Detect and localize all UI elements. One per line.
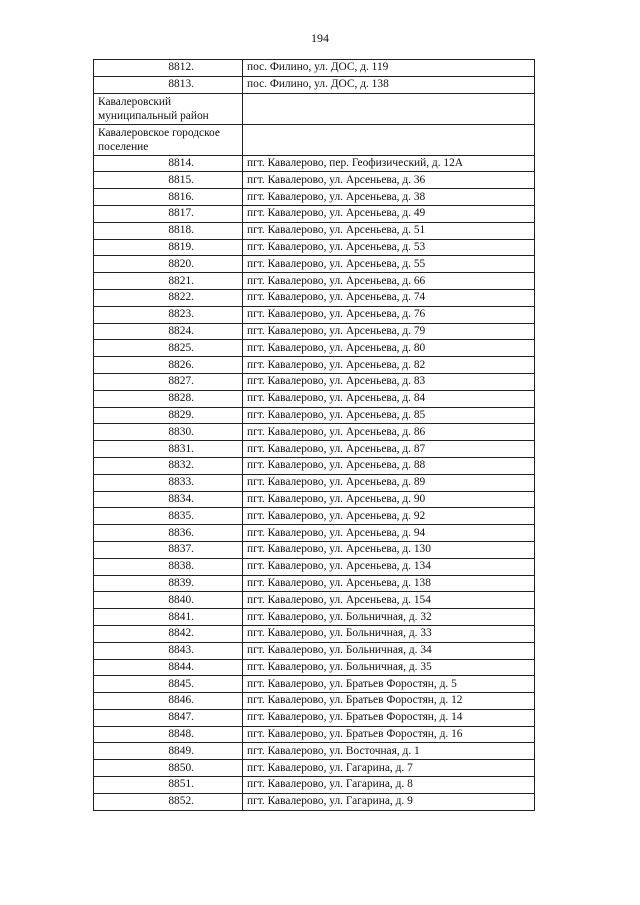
row-number: 8841. [94, 609, 243, 626]
row-number: 8827. [94, 373, 243, 390]
row-address: пгт. Кавалерово, пер. Геофизический, д. 12А [243, 155, 535, 172]
section-heading: Кавалеровский муниципальный район [94, 93, 243, 124]
table-row [94, 205, 535, 222]
row-address: пгт. Кавалерово, ул. Арсеньева, д. 53 [243, 239, 535, 256]
table-row [94, 693, 535, 710]
table-row [94, 289, 535, 306]
row-number: 8831. [94, 441, 243, 458]
row-number: 8842. [94, 625, 243, 642]
section-row-settlement [94, 124, 535, 155]
row-address: пгт. Кавалерово, ул. Арсеньева, д. 79 [243, 323, 535, 340]
row-address: пгт. Кавалерово, ул. Братьев Форостян, д. 12 [243, 693, 535, 710]
section-row-district [94, 93, 535, 124]
row-address: пгт. Кавалерово, ул. Арсеньева, д. 74 [243, 289, 535, 306]
section-empty-cell [243, 124, 535, 155]
table-row [94, 60, 535, 77]
row-address: пгт. Кавалерово, ул. Братьев Форостян, д. 14 [243, 709, 535, 726]
table-row [94, 642, 535, 659]
row-number: 8822. [94, 289, 243, 306]
table-row [94, 760, 535, 777]
row-number: 8817. [94, 205, 243, 222]
row-number: 8851. [94, 777, 243, 794]
row-address: пгт. Кавалерово, ул. Арсеньева, д. 84 [243, 390, 535, 407]
table-row [94, 676, 535, 693]
row-number: 8823. [94, 306, 243, 323]
row-number: 8815. [94, 172, 243, 189]
table-row [94, 323, 535, 340]
row-address: пгт. Кавалерово, ул. Арсеньева, д. 38 [243, 189, 535, 206]
row-number: 8814. [94, 155, 243, 172]
row-number: 8833. [94, 474, 243, 491]
row-address: пгт. Кавалерово, ул. Арсеньева, д. 94 [243, 525, 535, 542]
table-row [94, 525, 535, 542]
row-number: 8840. [94, 592, 243, 609]
registry-table-body [94, 60, 535, 811]
row-number: 8824. [94, 323, 243, 340]
row-address: пгт. Кавалерово, ул. Арсеньева, д. 154 [243, 592, 535, 609]
row-number: 8818. [94, 222, 243, 239]
row-number: 8816. [94, 189, 243, 206]
table-row [94, 373, 535, 390]
row-address: пгт. Кавалерово, ул. Гагарина, д. 7 [243, 760, 535, 777]
table-row [94, 474, 535, 491]
row-number: 8829. [94, 407, 243, 424]
table-row [94, 625, 535, 642]
row-number: 8843. [94, 642, 243, 659]
table-row [94, 407, 535, 424]
row-number: 8849. [94, 743, 243, 760]
registry-table [93, 59, 535, 811]
row-address: пгт. Кавалерово, ул. Арсеньева, д. 66 [243, 273, 535, 290]
table-row [94, 709, 535, 726]
row-address: пгт. Кавалерово, ул. Гагарина, д. 9 [243, 793, 535, 810]
row-address: пгт. Кавалерово, ул. Больничная, д. 33 [243, 625, 535, 642]
row-address: пгт. Кавалерово, ул. Арсеньева, д. 51 [243, 222, 535, 239]
row-address: пгт. Кавалерово, ул. Больничная, д. 32 [243, 609, 535, 626]
page-number: 194 [311, 31, 329, 45]
table-row [94, 793, 535, 810]
row-number: 8848. [94, 726, 243, 743]
row-address: пгт. Кавалерово, ул. Гагарина, д. 8 [243, 777, 535, 794]
row-address: пгт. Кавалерово, ул. Арсеньева, д. 134 [243, 558, 535, 575]
row-address: пгт. Кавалерово, ул. Арсеньева, д. 88 [243, 457, 535, 474]
row-address: пгт. Кавалерово, ул. Арсеньева, д. 87 [243, 441, 535, 458]
row-number: 8825. [94, 340, 243, 357]
table-row [94, 222, 535, 239]
row-number: 8826. [94, 357, 243, 374]
table-row [94, 575, 535, 592]
row-number: 8830. [94, 424, 243, 441]
row-number: 8847. [94, 709, 243, 726]
row-number: 8839. [94, 575, 243, 592]
table-row [94, 441, 535, 458]
table-row [94, 457, 535, 474]
row-address: пгт. Кавалерово, ул. Братьев Форостян, д. 5 [243, 676, 535, 693]
row-number: 8845. [94, 676, 243, 693]
table-row [94, 659, 535, 676]
row-number: 8835. [94, 508, 243, 525]
row-number: 8836. [94, 525, 243, 542]
row-number: 8819. [94, 239, 243, 256]
table-row [94, 777, 535, 794]
table-row [94, 172, 535, 189]
row-address: пгт. Кавалерово, ул. Арсеньева, д. 85 [243, 407, 535, 424]
table-row [94, 743, 535, 760]
row-number: 8834. [94, 491, 243, 508]
table-row [94, 592, 535, 609]
row-number: 8813. [94, 76, 243, 93]
table-row [94, 256, 535, 273]
table-row [94, 273, 535, 290]
row-address: пос. Филино, ул. ДОС, д. 138 [243, 76, 535, 93]
row-address: пгт. Кавалерово, ул. Больничная, д. 34 [243, 642, 535, 659]
row-number: 8820. [94, 256, 243, 273]
table-row [94, 558, 535, 575]
table-row [94, 76, 535, 93]
table-row [94, 340, 535, 357]
row-number: 8846. [94, 693, 243, 710]
row-address: пгт. Кавалерово, ул. Арсеньева, д. 49 [243, 205, 535, 222]
row-address: пгт. Кавалерово, ул. Арсеньева, д. 86 [243, 424, 535, 441]
row-number: 8838. [94, 558, 243, 575]
table-row [94, 726, 535, 743]
row-number: 8821. [94, 273, 243, 290]
row-address: пгт. Кавалерово, ул. Восточная, д. 1 [243, 743, 535, 760]
table-row [94, 189, 535, 206]
row-number: 8832. [94, 457, 243, 474]
row-address: пгт. Кавалерово, ул. Арсеньева, д. 130 [243, 541, 535, 558]
table-row [94, 390, 535, 407]
table-row [94, 508, 535, 525]
row-address: пгт. Кавалерово, ул. Арсеньева, д. 138 [243, 575, 535, 592]
row-address: пгт. Кавалерово, ул. Арсеньева, д. 89 [243, 474, 535, 491]
table-row [94, 357, 535, 374]
row-address: пгт. Кавалерово, ул. Арсеньева, д. 36 [243, 172, 535, 189]
table-row [94, 306, 535, 323]
row-address: пгт. Кавалерово, ул. Арсеньева, д. 82 [243, 357, 535, 374]
section-heading: Кавалеровское городское поселение [94, 124, 243, 155]
row-address: пос. Филино, ул. ДОС, д. 119 [243, 60, 535, 77]
table-row [94, 491, 535, 508]
table-row [94, 541, 535, 558]
row-number: 8812. [94, 60, 243, 77]
row-number: 8844. [94, 659, 243, 676]
row-number: 8837. [94, 541, 243, 558]
section-empty-cell [243, 93, 535, 124]
row-number: 8850. [94, 760, 243, 777]
table-row [94, 239, 535, 256]
row-address: пгт. Кавалерово, ул. Арсеньева, д. 92 [243, 508, 535, 525]
table-row [94, 609, 535, 626]
row-address: пгт. Кавалерово, ул. Арсеньева, д. 80 [243, 340, 535, 357]
row-address: пгт. Кавалерово, ул. Арсеньева, д. 83 [243, 373, 535, 390]
row-address: пгт. Кавалерово, ул. Арсеньева, д. 90 [243, 491, 535, 508]
table-row [94, 424, 535, 441]
table-row [94, 155, 535, 172]
row-number: 8828. [94, 390, 243, 407]
row-address: пгт. Кавалерово, ул. Арсеньева, д. 76 [243, 306, 535, 323]
row-address: пгт. Кавалерово, ул. Арсеньева, д. 55 [243, 256, 535, 273]
row-address: пгт. Кавалерово, ул. Больничная, д. 35 [243, 659, 535, 676]
row-number: 8852. [94, 793, 243, 810]
row-address: пгт. Кавалерово, ул. Братьев Форостян, д. 16 [243, 726, 535, 743]
